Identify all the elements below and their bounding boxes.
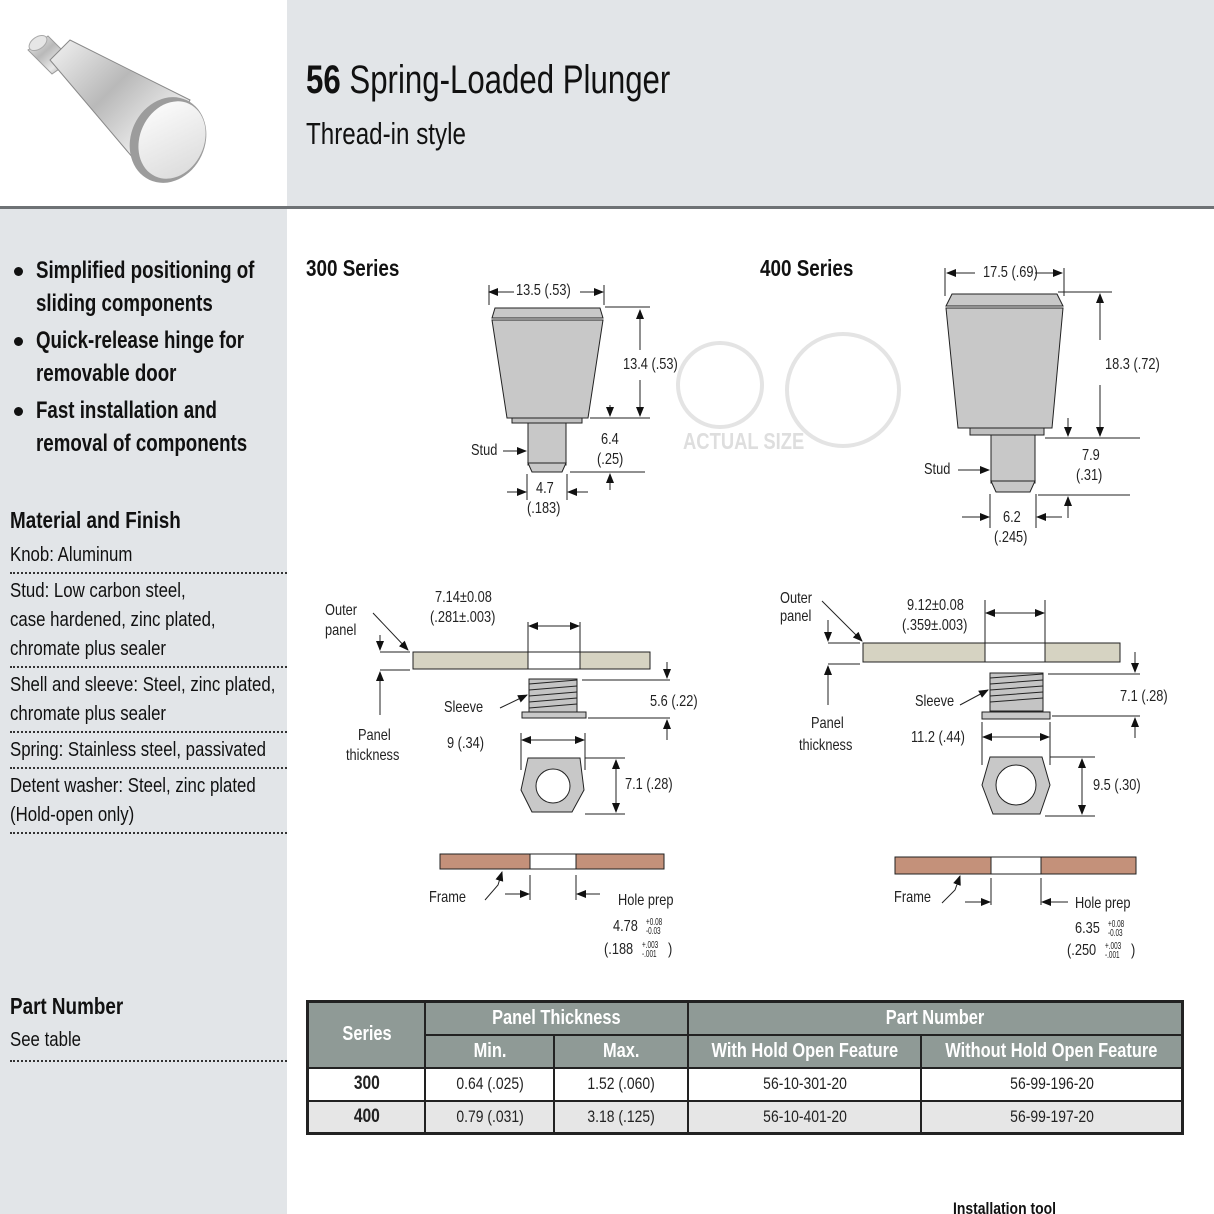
cell-text: 56-99-197-20 <box>1009 1106 1094 1126</box>
dim-400-stud-dia-mm <box>1003 509 1025 527</box>
label-text: Frame <box>429 889 466 906</box>
dim-text: 17.5 (.69) <box>983 264 1038 281</box>
label-300-hole-prep <box>618 892 687 910</box>
header-text: Min. <box>473 1039 507 1062</box>
label-300-panel-thickness-1 <box>358 727 399 745</box>
dim-400-hole-prep-mm <box>1075 920 1133 938</box>
col-header-without-hold <box>921 1035 1182 1068</box>
dim-400-sleeve-height <box>1120 688 1180 706</box>
label-400-frame <box>894 889 940 907</box>
dim-text: 4.78 <box>613 918 638 936</box>
series-300-heading-text: 300 Series <box>306 255 400 281</box>
header-text: Part Number <box>885 1006 985 1029</box>
label-text: panel <box>780 608 812 625</box>
col-header-max <box>554 1035 688 1068</box>
label-300-outer-panel-2 <box>325 622 364 640</box>
label-text: Sleeve <box>444 699 484 716</box>
dim-300-hole-mm <box>435 589 506 607</box>
label-text: Sleeve <box>915 693 955 710</box>
label-400-hole-prep <box>1075 895 1144 913</box>
cell-text: 400 <box>353 1105 380 1127</box>
dim-text: (.183) <box>527 500 561 517</box>
table-row <box>308 1101 1183 1134</box>
dim-text: (.250 <box>1067 942 1097 960</box>
col-header-series <box>308 1002 426 1068</box>
dim-400-width <box>983 264 1051 282</box>
dim-400-stud-dia-in <box>994 529 1036 547</box>
dim-400-washer-height <box>1093 777 1153 795</box>
tol-minus: -0.03 <box>1108 928 1123 939</box>
dim-300-washer-height <box>625 776 685 794</box>
series-400-heading <box>760 255 874 282</box>
dim-300-sleeve-height <box>650 693 710 711</box>
cell-with-hold <box>688 1068 921 1101</box>
dim-text: 7.1 (.28) <box>625 776 673 793</box>
col-header-part-number <box>688 1002 1182 1035</box>
dim-text: 6.35 <box>1075 920 1100 938</box>
material-heading-text: Material and Finish <box>10 507 181 533</box>
dim-400-washer-width <box>911 729 978 747</box>
cell-max <box>554 1101 688 1134</box>
product-title: Spring-Loaded Plunger <box>349 58 671 102</box>
series-400-heading-text: 400 Series <box>760 255 854 281</box>
label-400-outer-panel-1 <box>780 590 820 608</box>
label-400-panel-thickness-1 <box>811 715 852 733</box>
dim-text: (.188 <box>604 941 634 959</box>
label-text: Panel <box>811 715 844 732</box>
col-header-min <box>425 1035 554 1068</box>
dim-text: 6.4 <box>601 431 619 448</box>
material-text: chromate plus sealer <box>10 702 167 725</box>
header-text: Max. <box>603 1039 640 1062</box>
dim-text: ) <box>667 941 673 959</box>
tol-plus: +0.08 <box>646 917 663 928</box>
cell-min <box>425 1068 554 1101</box>
cell-text: 56-10-401-20 <box>762 1106 847 1126</box>
feature-text: Simplified positioning of sliding components <box>36 257 255 317</box>
label-400-stud <box>924 461 957 479</box>
cell-text: 0.79 (.031) <box>456 1106 524 1126</box>
dim-text: 7.1 (.28) <box>1120 688 1168 705</box>
material-text: case hardened, zinc plated, <box>10 608 216 631</box>
dim-text: (.245) <box>994 529 1028 546</box>
installation-tool-label <box>953 1199 1079 1214</box>
model-number: 56 <box>306 58 341 102</box>
actual-size-text: ACTUAL SIZE <box>683 428 805 454</box>
dim-text: 5.6 (.22) <box>650 693 698 710</box>
label-text: thickness <box>799 737 853 754</box>
dim-300-stud-length-mm <box>601 431 623 449</box>
dim-400-stud-length-mm <box>1082 447 1104 465</box>
cell-text: 300 <box>353 1073 380 1094</box>
dim-text: (.281±.003) <box>430 609 496 626</box>
label-300-sleeve <box>444 699 493 717</box>
label-400-outer-panel-2 <box>780 608 819 626</box>
cell-series <box>308 1101 426 1134</box>
cell-without-hold <box>921 1101 1182 1134</box>
label-400-sleeve <box>915 693 964 711</box>
label-text: Hole prep <box>618 892 674 909</box>
label-text: thickness <box>346 747 400 764</box>
dim-text: 18.3 (.72) <box>1105 356 1160 373</box>
dim-text: 9.5 (.30) <box>1093 777 1141 794</box>
subtitle-text: Thread-in style <box>306 116 466 151</box>
dim-text: 7.9 <box>1082 447 1100 464</box>
label-300-outer-panel-1 <box>325 602 365 620</box>
col-header-panel-thickness <box>425 1002 688 1035</box>
material-text: Spring: Stainless steel, passivated <box>10 738 267 761</box>
dim-400-hole-prep-in <box>1067 942 1136 960</box>
part-number-note <box>10 1025 287 1062</box>
dim-300-stud-dia-in <box>527 500 569 518</box>
tolerance <box>646 918 666 936</box>
knob-400-drawing <box>945 268 1140 528</box>
label-300-panel-thickness-2 <box>346 747 413 765</box>
material-text: chromate plus sealer <box>10 637 167 660</box>
dim-text: (.31) <box>1076 467 1103 484</box>
dim-text: 6.2 <box>1003 509 1021 526</box>
dim-text: ) <box>1130 942 1136 960</box>
dim-text: 11.2 (.44) <box>911 729 965 746</box>
feature-text: Quick-release hinge for removable door <box>36 327 245 387</box>
label-text: Hole prep <box>1075 895 1131 912</box>
dim-300-height <box>623 356 691 374</box>
dim-300-hole-prep-in <box>604 941 673 959</box>
cell-text: 0.64 (.025) <box>456 1074 524 1093</box>
material-text: Stud: Low carbon steel, <box>10 579 186 602</box>
dim-400-stud-length-in <box>1076 467 1109 485</box>
label-text: Stud <box>924 461 951 478</box>
tol-minus: -0.03 <box>646 926 661 937</box>
material-text: Shell and sleeve: Steel, zinc plated, <box>10 673 276 696</box>
table-row <box>308 1068 1183 1101</box>
label-text: panel <box>325 622 357 639</box>
header-text: Series <box>341 1023 392 1046</box>
label-300-frame <box>429 889 475 907</box>
dim-text: 13.4 (.53) <box>623 356 678 373</box>
label-300-stud <box>471 442 504 460</box>
dim-300-width <box>516 282 584 300</box>
cell-text: 56-99-196-20 <box>1009 1074 1094 1093</box>
cell-series <box>308 1068 426 1101</box>
part-number-table <box>306 1000 1184 1135</box>
header-text: Panel Thickness <box>492 1006 622 1029</box>
tol-plus: +.003 <box>642 940 659 951</box>
dim-400-height <box>1105 356 1173 374</box>
dim-text: 13.5 (.53) <box>516 282 571 299</box>
dim-text: 9 (.34) <box>447 735 484 752</box>
label-400-panel-thickness-2 <box>799 737 866 755</box>
cell-text: 56-10-301-20 <box>762 1074 847 1093</box>
dim-300-washer-width <box>447 735 493 753</box>
dim-text: (.25) <box>597 451 624 468</box>
dim-300-hole-in <box>430 609 512 627</box>
dim-text: 4.7 <box>536 480 554 497</box>
dim-text: (.359±.003) <box>902 617 968 634</box>
label-text: Panel <box>358 727 391 744</box>
dim-300-hole-prep-mm <box>613 918 671 936</box>
label-text: Outer <box>780 590 813 607</box>
actual-size-label <box>683 428 835 455</box>
material-text: (Hold-open only) <box>10 803 135 826</box>
dim-text: 9.12±0.08 <box>907 597 964 614</box>
label-text: Installation tool <box>953 1199 1056 1214</box>
tol-minus: -.001 <box>1105 950 1121 961</box>
label-text: Frame <box>894 889 931 906</box>
label-text: Outer <box>325 602 358 619</box>
feature-text: Fast installation and removal of components <box>36 397 248 457</box>
dim-300-stud-length-in <box>597 451 630 469</box>
tolerance <box>1105 942 1125 960</box>
dim-400-hole-in <box>902 617 984 635</box>
header-text: Without Hold Open Feature <box>945 1039 1158 1062</box>
header-text: With Hold Open Feature <box>711 1039 899 1062</box>
tol-plus: +.003 <box>1105 941 1122 952</box>
tol-minus: -.001 <box>642 949 658 960</box>
series-300-heading <box>306 255 420 282</box>
tolerance <box>642 941 662 959</box>
cell-with-hold <box>688 1101 921 1134</box>
cell-max <box>554 1068 688 1101</box>
tolerance <box>1108 920 1128 938</box>
dim-300-stud-dia-mm <box>536 480 558 498</box>
cell-text: 3.18 (.125) <box>587 1106 656 1126</box>
cell-without-hold <box>921 1068 1182 1101</box>
part-number-note-text: See table <box>10 1028 82 1051</box>
cell-min <box>425 1101 554 1134</box>
cell-text: 1.52 (.060) <box>587 1074 656 1093</box>
material-text: Knob: Aluminum <box>10 543 133 566</box>
label-text: Stud <box>471 442 498 459</box>
material-text: Detent washer: Steel, zinc plated <box>10 774 256 797</box>
part-number-heading-text: Part Number <box>10 993 124 1019</box>
tol-plus: +0.08 <box>1108 919 1125 930</box>
dim-400-hole-mm <box>907 597 978 615</box>
col-header-with-hold <box>688 1035 921 1068</box>
dim-text: 7.14±0.08 <box>435 589 492 606</box>
